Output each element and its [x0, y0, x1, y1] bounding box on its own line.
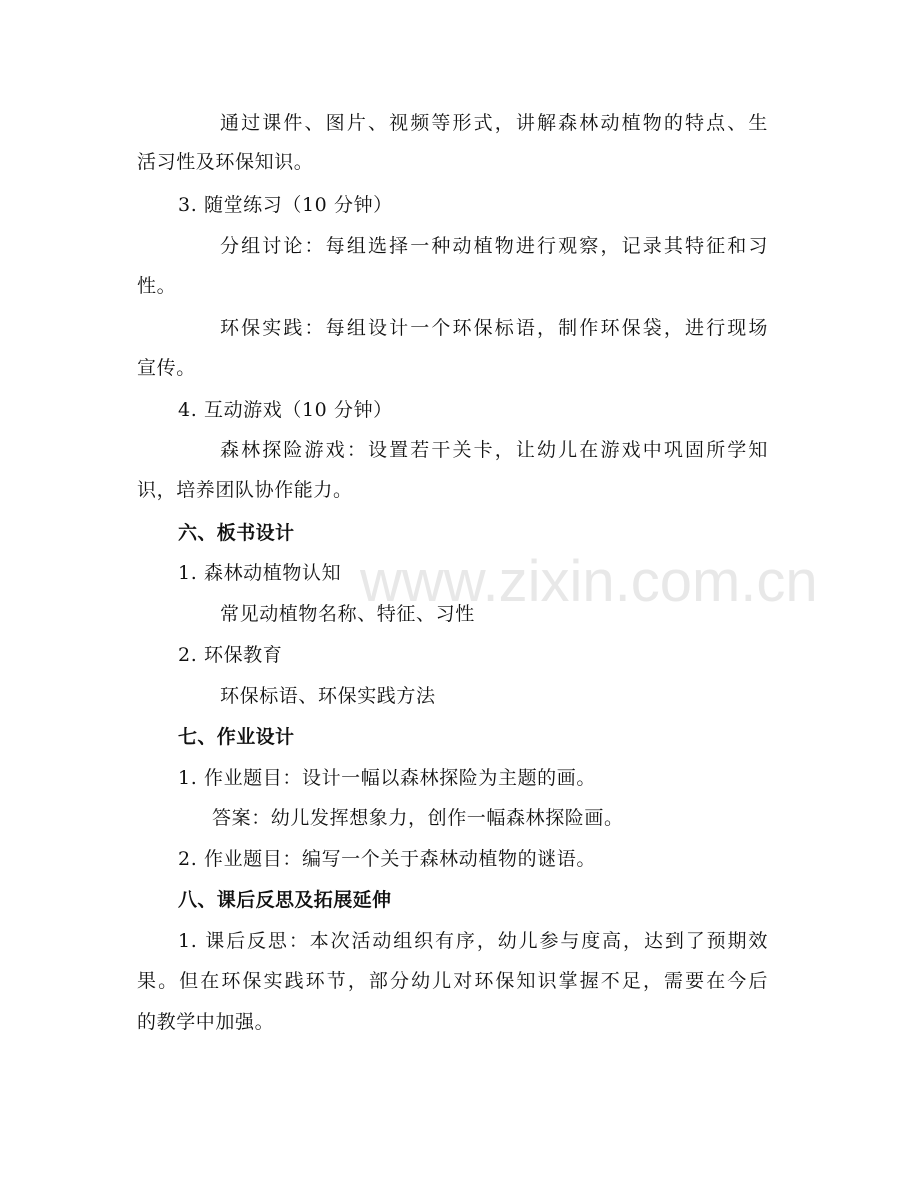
paragraph-line: 1. 课后反思：本次活动组织有序，幼儿参与度高，达到了预期效 [178, 930, 768, 952]
watermark: www.zixin.com.cn [360, 549, 818, 614]
paragraph-line: 的教学中加强。 [137, 1011, 275, 1033]
paragraph-line: 性。 [137, 275, 177, 297]
list-item: 2. 环保教育 [178, 644, 283, 666]
paragraph-line: 分组讨论：每组选择一种动植物进行观察，记录其特征和习 [220, 235, 768, 257]
section-heading: 七、作业设计 [178, 726, 295, 748]
paragraph-line: 森林探险游戏：设置若干关卡，让幼儿在游戏中巩固所学知 [220, 439, 768, 461]
paragraph-line: 通过课件、图片、视频等形式，讲解森林动植物的特点、生 [220, 112, 768, 134]
list-item: 2. 作业题目：编写一个关于森林动植物的谜语。 [178, 848, 596, 870]
section-heading: 六、板书设计 [178, 522, 295, 544]
paragraph-line: 活习性及环保知识。 [137, 151, 314, 173]
list-subitem: 常见动植物名称、特征、习性 [220, 603, 475, 625]
list-item: 1. 森林动植物认知 [178, 562, 342, 584]
paragraph-line: 宣传。 [137, 357, 196, 379]
list-item: 1. 作业题目：设计一幅以森林探险为主题的画。 [178, 767, 596, 789]
list-subitem: 环保标语、环保实践方法 [220, 685, 436, 707]
list-item: 3. 随堂练习（10 分钟） [178, 194, 393, 216]
answer-line: 答案：幼儿发挥想象力，创作一幅森林探险画。 [212, 807, 624, 829]
paragraph-line: 果。但在环保实践环节，部分幼儿对环保知识掌握不足，需要在今后 [137, 970, 768, 992]
list-item: 4. 互动游戏（10 分钟） [178, 399, 393, 421]
paragraph-line: 识，培养团队协作能力。 [137, 479, 353, 501]
section-heading: 八、课后反思及拓展延伸 [178, 889, 392, 911]
paragraph-line: 环保实践：每组设计一个环保标语，制作环保袋，进行现场 [220, 317, 768, 339]
